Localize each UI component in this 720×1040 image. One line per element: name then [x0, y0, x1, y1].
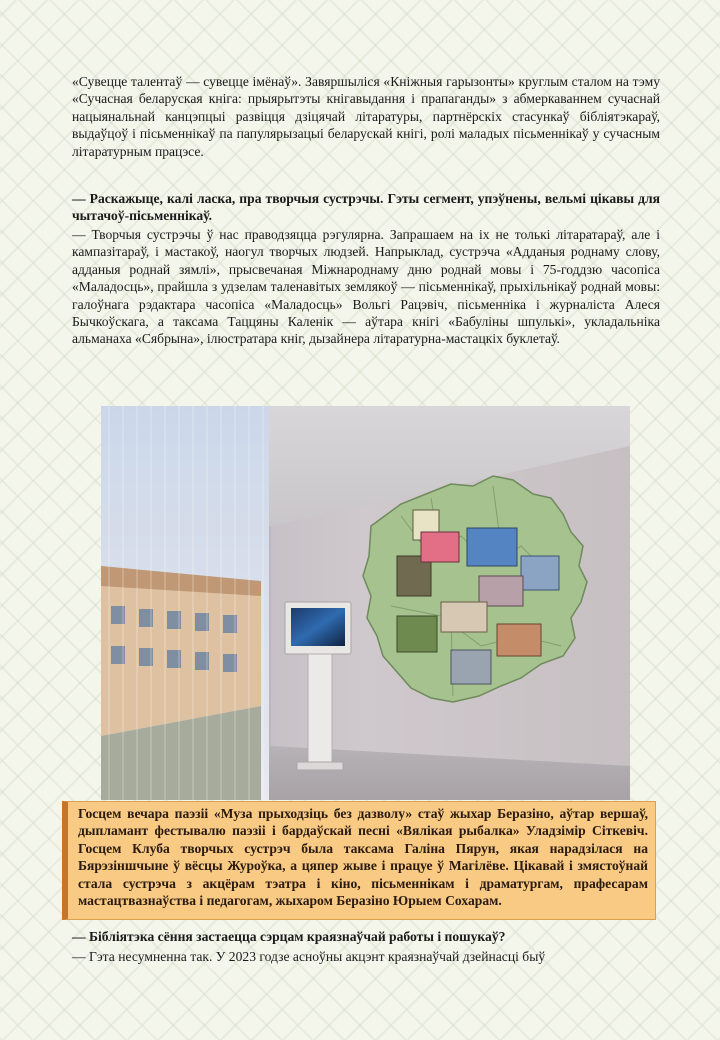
interview-question-2: — Бібліятэка сёння застаецца сэрцам краязнаўчай работы і пошукаў? — [72, 929, 506, 944]
highlight-callout: Госцем вечара паэзіі «Муза прыходзіць без дазволу» стаў жыхар Беразіно, аўтар вершаў, дыпламант фестывалю паэзіі і бардаўскай песні «Вялікая рыбалка» Уладзімір Сіткевіч. Госцем Клуба творчых сустрэч была таксама Галіна Пярун, якая нарадзілася на Бярэзіншчыне ў вёсцы Журоўка, а цяпер жыве і працуе ў Магілёве. Цікавай і змястоўнай стала сустрэча з акцёрам тэатра і кіно, пісьменнікам і драматургам, прафесарам мастацтвазнаўства і педагогам, жыхаром Беразіно Юрыем Сохарам. — [62, 801, 656, 920]
interview-answer-2: — Гэта несумненна так. У 2023 годзе асноўны акцэнт краязнаўчай дзейнасці быў — [72, 949, 546, 964]
library-exhibition-photo — [101, 406, 630, 800]
paragraph-intro: «Сувецце талентаў — сувецце імёнаў». Завяршыліся «Кніжныя гарызонты» круглым сталом на тэму «Сучасная беларуская кніга: прыярытэты кнігавыдання і прапаганды» з абмеркаваннем сучаснай нацыянальнай канцэпцыі развіцця дзіцячай літаратуры, партнёрскіх стасункаў бібліятэкараў, выдаўцоў і пісьменнікаў па папулярызацыі беларускай кнігі, ролі маладых пісьменнікаў у сучасным літаратурным працэсе. — [72, 74, 660, 159]
interview-question-1: — Раскажыце, калі ласка, пра творчыя сустрэчы. Гэты сегмент, упэўнены, вельмі цікавы для чытачоў-пісьменнікаў. — [72, 191, 660, 224]
window-blinds — [101, 406, 269, 800]
interview-answer-1: — Творчыя сустрэчы ў нас праводзяцца рэгулярна. Запрашаем на іх не толькі літаратараў, але і кампазітараў, і мастакоў, наогул творчых людзей. Напрыклад, сустрэча «Адданыя роднаму слову, адданыя роднай зямлі», прысвечаная Міжнароднаму дню роднай мовы і 75-годдзю часопіса «Маладосць», прайшла з удзелам таленавітых землякоў — пісьменнікаў, прыхільнікаў роднай мовы: галоўнага рэдактара часопіса «Маладосць» Вольгі Рацэвіч, пісьменніка і журналіста Алеся Бычкоўскага, а таксама Таццяны Каленік — аўтара кнігі «Бабуліны шпулькі», укладальніка альманаха «Сябрына», ілюстратара кніг, дызайнера літаратурна-мастацкіх буклетаў. — [72, 227, 660, 347]
